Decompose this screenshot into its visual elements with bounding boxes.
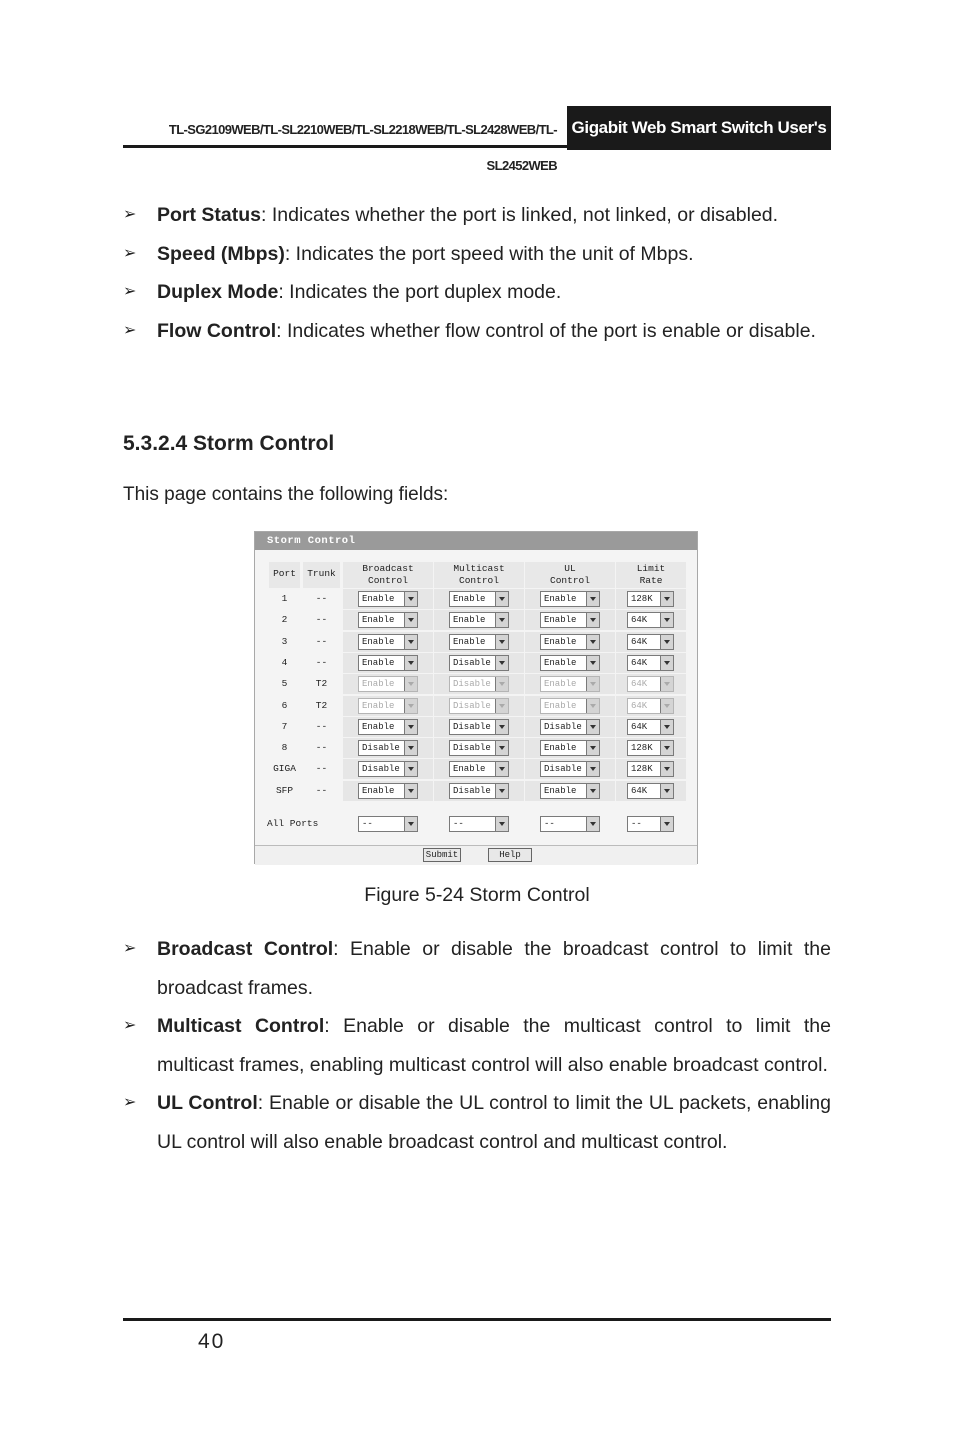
chevron-down-icon xyxy=(660,817,673,831)
arrow-bullet-icon: ➢ xyxy=(123,940,137,957)
ul-select xyxy=(540,676,600,692)
ul-select[interactable] xyxy=(540,783,600,799)
chevron-down-icon xyxy=(660,741,673,755)
broadcast-select-value: Enable xyxy=(362,700,395,711)
section-intro: This page contains the following fields: xyxy=(123,484,449,505)
trunk-cell: -- xyxy=(315,635,328,647)
select-cell xyxy=(434,738,524,758)
broadcast-select-value: Enable xyxy=(362,636,395,647)
arrow-bullet-icon: ➢ xyxy=(123,321,137,339)
ul-select-value: Disable xyxy=(544,721,582,732)
multicast-select[interactable] xyxy=(449,591,509,607)
select-cell xyxy=(343,781,433,801)
rate-select xyxy=(627,698,674,714)
chevron-down-icon xyxy=(586,741,599,755)
table-row xyxy=(269,589,689,610)
ul-select[interactable] xyxy=(540,761,600,777)
port-cell: SFP xyxy=(275,784,294,796)
multicast-select[interactable] xyxy=(449,655,509,671)
table-row xyxy=(269,653,689,674)
broadcast-select[interactable] xyxy=(358,591,418,607)
chevron-down-icon xyxy=(404,741,417,755)
multicast-select[interactable] xyxy=(449,740,509,756)
chevron-down-icon xyxy=(586,592,599,606)
arrow-bullet-icon: ➢ xyxy=(123,1094,137,1111)
table-row xyxy=(269,759,689,780)
port-cell: 3 xyxy=(281,635,288,647)
broadcast-select-value: Enable xyxy=(362,679,395,690)
chevron-down-icon xyxy=(660,677,673,691)
list-item: ➢ Duplex Mode: Indicates the port duplex mode. xyxy=(123,273,831,312)
multicast-select-value: Enable xyxy=(453,764,486,775)
select-cell xyxy=(525,738,615,758)
panel-title: Storm Control xyxy=(255,532,697,550)
table-row xyxy=(269,738,689,759)
ul-select-value: Enable xyxy=(544,743,577,754)
select-cell xyxy=(434,717,524,737)
chevron-down-icon xyxy=(660,699,673,713)
list-item: ➢ Speed (Mbps): Indicates the port speed with the unit of Mbps. xyxy=(123,235,831,274)
rate-select[interactable] xyxy=(627,761,674,777)
chevron-down-icon xyxy=(495,656,508,670)
arrow-bullet-icon: ➢ xyxy=(123,283,137,300)
header-multicast: Multicast Control xyxy=(434,562,524,588)
trunk-cell: T2 xyxy=(315,678,328,690)
page-number: 40 xyxy=(198,1330,226,1353)
chevron-down-icon xyxy=(404,720,417,734)
select-cell xyxy=(616,781,686,801)
select-cell xyxy=(343,738,433,758)
chevron-down-icon xyxy=(660,592,673,606)
rate-select[interactable] xyxy=(627,591,674,607)
ul-select[interactable] xyxy=(540,612,600,628)
rate-select[interactable] xyxy=(627,655,674,671)
all-multicast-select-value: -- xyxy=(453,819,464,829)
rate-select-value: 128K xyxy=(631,743,653,754)
rate-select-value: 64K xyxy=(631,700,648,711)
list-item: ➢ Multicast Control: Enable or disable the multicast control to limit the multicast frames, enabling multicast control will also enable broadcast control. xyxy=(123,1007,831,1084)
chevron-down-icon xyxy=(495,741,508,755)
chevron-down-icon xyxy=(495,762,508,776)
select-cell xyxy=(343,653,433,673)
all-ul-select[interactable] xyxy=(540,816,600,832)
chevron-down-icon xyxy=(660,720,673,734)
chevron-down-icon xyxy=(495,677,508,691)
broadcast-select-value: Disable xyxy=(362,743,400,754)
ul-select-value: Enable xyxy=(544,679,577,690)
rate-select-value: 64K xyxy=(631,615,648,626)
broadcast-select[interactable] xyxy=(358,761,418,777)
chevron-down-icon xyxy=(495,592,508,606)
panel-footer xyxy=(255,845,697,865)
all-ports-row xyxy=(269,814,689,835)
chevron-down-icon xyxy=(495,613,508,627)
multicast-select-value: Disable xyxy=(453,700,491,711)
port-cell: 6 xyxy=(281,699,288,711)
select-cell xyxy=(525,632,615,652)
select-cell xyxy=(616,738,686,758)
header-trunk: Trunk xyxy=(303,562,340,588)
rate-select-value: 64K xyxy=(631,721,648,732)
chevron-down-icon xyxy=(660,656,673,670)
header-ul: UL Control xyxy=(525,562,615,588)
table-row xyxy=(269,696,689,717)
chevron-down-icon xyxy=(404,656,417,670)
trunk-cell: -- xyxy=(315,742,328,754)
multicast-select-value: Disable xyxy=(453,657,491,668)
ul-select[interactable] xyxy=(540,655,600,671)
select-cell xyxy=(616,759,686,779)
port-cell: 4 xyxy=(281,656,288,668)
chevron-down-icon xyxy=(404,762,417,776)
chevron-down-icon xyxy=(660,613,673,627)
chevron-down-icon xyxy=(404,817,417,831)
rate-select-value: 64K xyxy=(631,679,648,690)
select-cell xyxy=(434,696,524,716)
select-cell xyxy=(434,653,524,673)
trunk-cell: -- xyxy=(315,763,328,775)
table-row xyxy=(269,781,689,802)
header-port: Port xyxy=(269,562,300,588)
chevron-down-icon xyxy=(495,817,508,831)
figure-caption: Figure 5-24 Storm Control xyxy=(364,884,590,906)
trunk-cell: -- xyxy=(315,656,328,668)
all-ports-label: All Ports xyxy=(267,818,319,829)
broadcast-select-value: Enable xyxy=(362,594,395,604)
broadcast-select-value: Disable xyxy=(362,764,400,775)
table-row xyxy=(269,610,689,631)
field-list-bottom xyxy=(123,930,831,1161)
broadcast-select[interactable] xyxy=(358,655,418,671)
ul-select xyxy=(540,698,600,714)
trunk-cell: -- xyxy=(315,614,328,626)
all-broadcast-select[interactable] xyxy=(358,816,418,832)
chevron-down-icon xyxy=(660,762,673,776)
select-cell xyxy=(434,610,524,630)
select-cell xyxy=(434,759,524,779)
port-cell: 7 xyxy=(281,720,288,732)
port-cell: 2 xyxy=(281,614,288,626)
port-cell: GIGA xyxy=(273,763,296,775)
header-models: TL-SG2109WEB/TL-SL2210WEB/TL-SL2218WEB/TL-SL2428WEB/TL-SL2452WEB xyxy=(123,112,567,148)
trunk-cell: T2 xyxy=(315,699,328,711)
list-item: ➢ Broadcast Control: Enable or disable the broadcast control to limit the broadcast frames. xyxy=(123,930,831,1007)
multicast-select xyxy=(449,698,509,714)
rate-select[interactable] xyxy=(627,719,674,735)
broadcast-select xyxy=(358,698,418,714)
chevron-down-icon xyxy=(404,592,417,606)
all-multicast-select[interactable] xyxy=(449,816,509,832)
select-cell xyxy=(525,781,615,801)
chevron-down-icon xyxy=(404,699,417,713)
arrow-bullet-icon: ➢ xyxy=(123,1017,137,1034)
chevron-down-icon xyxy=(495,720,508,734)
trunk-cell: -- xyxy=(315,720,328,732)
chevron-down-icon xyxy=(586,762,599,776)
chevron-down-icon xyxy=(586,656,599,670)
chevron-down-icon xyxy=(660,635,673,649)
chevron-down-icon xyxy=(660,784,673,798)
section-title: 5.3.2.4 Storm Control xyxy=(123,432,335,455)
trunk-cell: -- xyxy=(315,593,328,604)
select-cell xyxy=(343,610,433,630)
select-cell xyxy=(343,632,433,652)
select-cell xyxy=(343,717,433,737)
broadcast-select-value: Enable xyxy=(362,615,395,626)
rate-select[interactable] xyxy=(627,740,674,756)
multicast-select-value: Disable xyxy=(453,785,491,796)
rate-select[interactable] xyxy=(627,612,674,628)
select-cell xyxy=(616,589,686,609)
multicast-select-value: Enable xyxy=(453,636,486,647)
ul-select-value: Enable xyxy=(544,615,577,626)
all-broadcast-select-value: -- xyxy=(362,819,373,829)
broadcast-select[interactable] xyxy=(358,719,418,735)
broadcast-select[interactable] xyxy=(358,612,418,628)
chevron-down-icon xyxy=(586,635,599,649)
rate-select[interactable] xyxy=(627,634,674,650)
broadcast-select-value: Enable xyxy=(362,785,395,796)
ul-select[interactable] xyxy=(540,719,600,735)
header-broadcast: Broadcast Control xyxy=(343,562,433,588)
chevron-down-icon xyxy=(404,635,417,649)
chevron-down-icon xyxy=(586,784,599,798)
rate-select-value: 64K xyxy=(631,657,648,668)
port-cell: 8 xyxy=(281,742,288,754)
chevron-down-icon xyxy=(404,613,417,627)
broadcast-select xyxy=(358,676,418,692)
arrow-bullet-icon: ➢ xyxy=(123,244,137,262)
all-rate-select[interactable] xyxy=(627,816,674,832)
ul-select-value: Enable xyxy=(544,594,577,604)
select-cell xyxy=(616,610,686,630)
multicast-select[interactable] xyxy=(449,783,509,799)
ul-select-value: Enable xyxy=(544,785,577,796)
select-cell xyxy=(434,781,524,801)
select-cell xyxy=(616,653,686,673)
arrow-bullet-icon: ➢ xyxy=(123,206,137,223)
list-item: ➢ Flow Control: Indicates whether flow control of the port is enable or disable. xyxy=(123,312,831,351)
chevron-down-icon xyxy=(586,677,599,691)
multicast-select-value: Disable xyxy=(453,721,491,732)
port-cell: 5 xyxy=(281,678,288,690)
rate-select xyxy=(627,676,674,692)
chevron-down-icon xyxy=(495,784,508,798)
rate-select-value: 64K xyxy=(631,785,648,796)
all-rate-select-value: -- xyxy=(631,819,642,829)
select-cell xyxy=(343,696,433,716)
list-item: ➢ UL Control: Enable or disable the UL control to limit the UL packets, enabling UL control will also enable broadcast control and multicast control. xyxy=(123,1084,831,1161)
select-cell xyxy=(616,632,686,652)
rate-select-value: 64K xyxy=(631,636,648,647)
multicast-select[interactable] xyxy=(449,761,509,777)
table-row xyxy=(269,717,689,738)
table-row xyxy=(269,632,689,653)
select-cell xyxy=(434,632,524,652)
select-cell xyxy=(343,674,433,694)
multicast-select[interactable] xyxy=(449,634,509,650)
broadcast-select-value: Enable xyxy=(362,721,395,732)
select-cell xyxy=(343,589,433,609)
select-cell xyxy=(525,653,615,673)
chevron-down-icon xyxy=(586,699,599,713)
multicast-select xyxy=(449,676,509,692)
chevron-down-icon xyxy=(404,784,417,798)
list-item: ➢ Port Status: Indicates whether the port is linked, not linked, or disabled. xyxy=(123,196,831,235)
ul-select[interactable] xyxy=(540,740,600,756)
table-row xyxy=(269,674,689,695)
multicast-select[interactable] xyxy=(449,612,509,628)
chevron-down-icon xyxy=(586,720,599,734)
ul-select-value: Enable xyxy=(544,700,577,711)
port-cell: 1 xyxy=(281,593,288,604)
broadcast-select[interactable] xyxy=(358,740,418,756)
select-cell xyxy=(616,674,686,694)
select-cell xyxy=(525,589,615,609)
chevron-down-icon xyxy=(495,699,508,713)
select-cell xyxy=(343,759,433,779)
select-cell xyxy=(525,759,615,779)
ul-select-value: Enable xyxy=(544,636,577,647)
header-limit-rate: Limit Rate xyxy=(616,562,686,588)
help-button[interactable]: Help xyxy=(488,848,532,862)
field-list-top xyxy=(123,196,831,350)
multicast-select-value: Disable xyxy=(453,679,491,690)
multicast-select-value: Disable xyxy=(453,743,491,754)
footer-rule xyxy=(123,1318,831,1321)
submit-button[interactable]: Submit xyxy=(423,848,461,862)
rate-select[interactable] xyxy=(627,783,674,799)
select-cell xyxy=(525,717,615,737)
chevron-down-icon xyxy=(404,677,417,691)
multicast-select-value: Enable xyxy=(453,594,486,604)
broadcast-select-value: Enable xyxy=(362,657,395,668)
all-ul-select-value: -- xyxy=(544,819,555,829)
trunk-cell: -- xyxy=(315,784,328,796)
multicast-select-value: Enable xyxy=(453,615,486,626)
broadcast-select[interactable] xyxy=(358,634,418,650)
multicast-select[interactable] xyxy=(449,719,509,735)
select-cell xyxy=(434,674,524,694)
select-cell xyxy=(616,696,686,716)
ul-select-value: Disable xyxy=(544,764,582,775)
ul-select-value: Enable xyxy=(544,657,577,668)
storm-control-panel xyxy=(254,531,698,864)
select-cell xyxy=(616,717,686,737)
select-cell xyxy=(434,589,524,609)
rate-select-value: 128K xyxy=(631,594,653,604)
select-cell xyxy=(525,674,615,694)
chevron-down-icon xyxy=(586,817,599,831)
chevron-down-icon xyxy=(586,613,599,627)
select-cell xyxy=(525,696,615,716)
ul-select[interactable] xyxy=(540,591,600,607)
select-cell xyxy=(525,610,615,630)
broadcast-select[interactable] xyxy=(358,783,418,799)
rate-select-value: 128K xyxy=(631,764,653,775)
chevron-down-icon xyxy=(495,635,508,649)
header-guide-title: Gigabit Web Smart Switch User's Guide xyxy=(567,106,831,150)
ul-select[interactable] xyxy=(540,634,600,650)
